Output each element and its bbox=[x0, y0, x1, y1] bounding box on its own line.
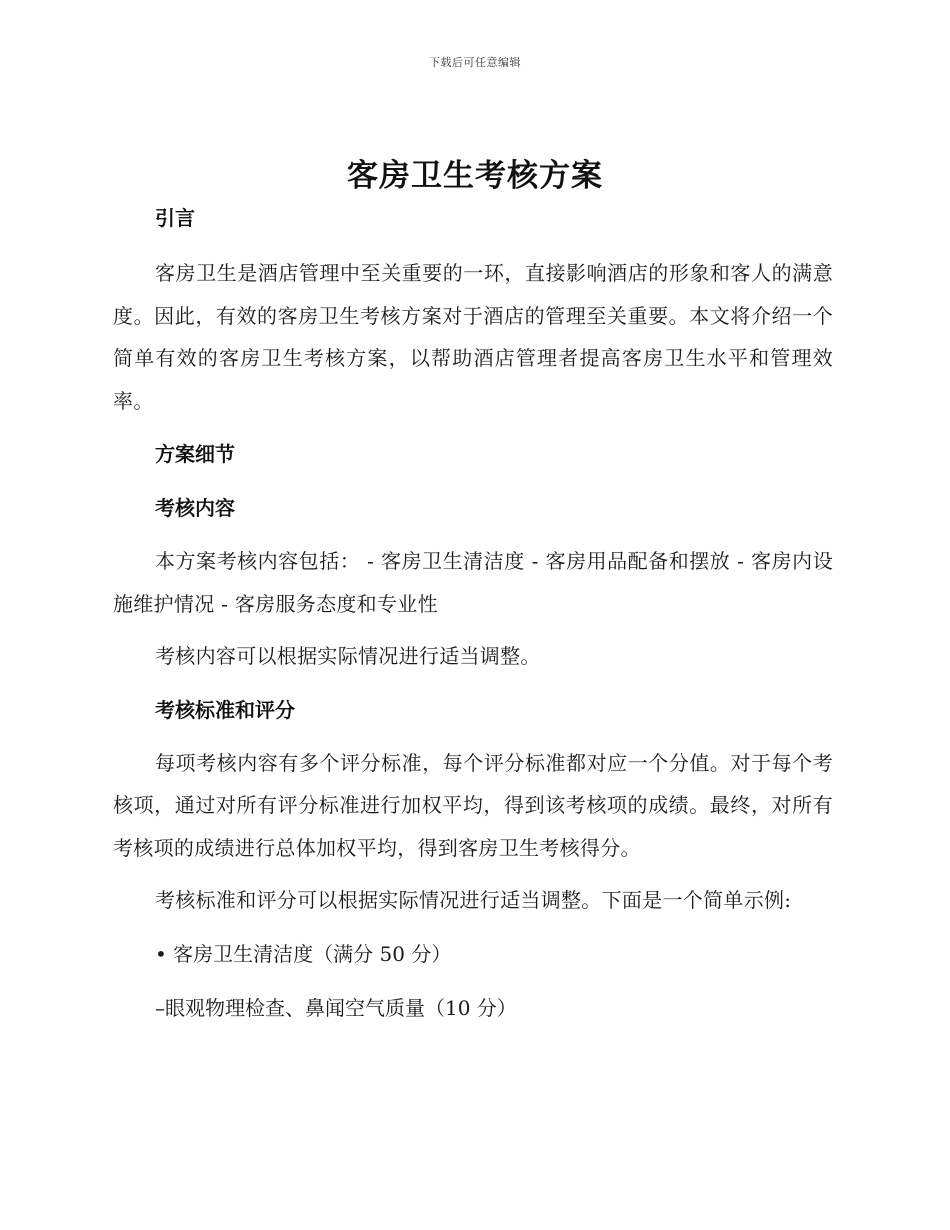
intro-paragraph: 客房卫生是酒店管理中至关重要的一环，直接影响酒店的形象和客人的满意度。因此，有效的客房卫生考核方案对于酒店的管理至关重要。本文将介绍一个简单有效的客房卫生考核方案，以帮助酒店管理者提高客房卫生水平和管理效率。 bbox=[113, 261, 833, 413]
assessment-content-note: 考核内容可以根据实际情况进行适当调整。 bbox=[155, 644, 541, 668]
assessment-content-paragraph: 本方案考核内容包括： - 客房卫生清洁度 - 客房用品配备和摆放 - 客房内设施维护情况 - 客房服务态度和专业性 bbox=[113, 549, 833, 616]
plan-details-heading: 方案细节 bbox=[155, 442, 235, 466]
document-body bbox=[113, 196, 833, 1030]
header-note: 下载后可任意编辑 bbox=[429, 56, 521, 69]
standards-scoring-paragraph: 每项考核内容有多个评分标准，每个评分标准都对应一个分值。对于每个考核项，通过对所有评分标准进行加权平均，得到该考核项的成绩。最终，对所有考核项的成绩进行总体加权平均，得到客房卫生考核得分。 bbox=[113, 750, 833, 860]
assessment-content-heading: 考核内容 bbox=[155, 496, 235, 520]
example-subitem-inspection: –眼观物理检查、鼻闻空气质量（10 分） bbox=[155, 995, 517, 1020]
document-title: 客房卫生考核方案 bbox=[347, 158, 603, 194]
example-item-cleanliness: • 客房卫生清洁度（满分 50 分） bbox=[155, 941, 452, 966]
intro-heading: 引言 bbox=[155, 206, 195, 230]
standards-scoring-note: 考核标准和评分可以根据实际情况进行适当调整。下面是一个简单示例: bbox=[155, 888, 792, 912]
standards-scoring-heading: 考核标准和评分 bbox=[155, 697, 295, 722]
